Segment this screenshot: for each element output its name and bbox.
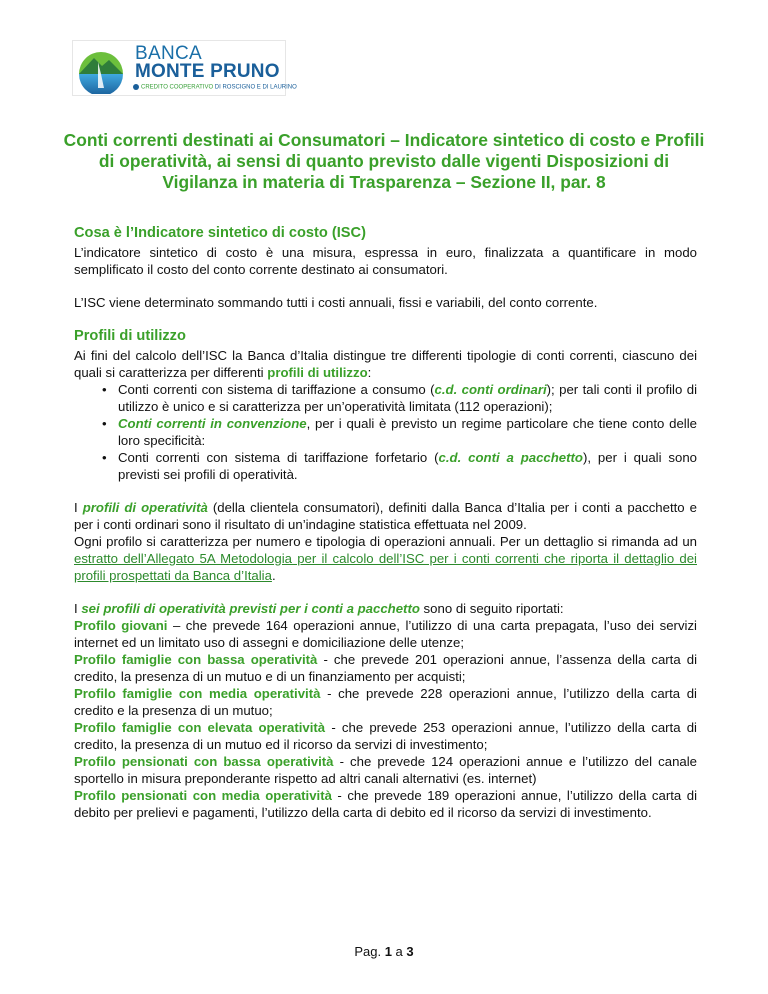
profile-item: Profilo pensionati con media operatività - che prevede 189 operazioni annue, l’utilizzo della carta di debito per prelievi e pagamenti, l’utilizzo della carta di debito ed il ricorso da servizi di investimento. — [74, 788, 697, 820]
logo-subtitle: CREDITO COOPERATIVO DI ROSCIGNO E DI LAURINO — [133, 84, 297, 91]
section-heading-profili: Profili di utilizzo — [74, 328, 186, 344]
account-types-list — [74, 381, 697, 483]
isc-definition: L’indicatore sintetico di costo è una misura, espressa in euro, finalizzata a quantificare in modo semplificato il costo del conto corrente destinato ai consumatori. — [74, 245, 697, 277]
profili-operativita-paragraph: I profili di operatività (della clientela consumatori), definiti dalla Banca d’Italia per i conti a pacchetto e per i conti ordinari sono il risultato di un’indagine statistica effettuata nel 2009. — [74, 500, 697, 532]
section-heading-isc: Cosa è l’Indicatore sintetico di costo (ISC) — [74, 225, 366, 241]
sei-profili-intro: I sei profili di operatività previsti per i conti a pacchetto sono di seguito riportati: — [74, 601, 564, 616]
bank-logo — [72, 40, 297, 96]
dettaglio-paragraph: Ogni profilo si caratterizza per numero e tipologia di operazioni annuali. Per un dettaglio si rimanda ad un estratto dell’Allegato 5A Metodologia per il calcolo dell’ISC per i conti correnti che riporta il dettaglio dei profili prospettati da Banca d’Italia. — [74, 534, 697, 583]
list-item: • Conti correnti con sistema di tariffazione a consumo (c.d. conti ordinari); per tali conti il profilo di utilizzo è unico e si caratterizza per un’operatività limitata (112 operazioni); — [102, 382, 697, 414]
allegato-5a-link[interactable]: estratto dell’Allegato 5A Metodologia per il calcolo dell’ISC per i conti correnti che riporta il dettaglio dei profili prospettati da Banca d’Italia — [74, 551, 697, 583]
profiles-list — [74, 617, 697, 821]
bullet-icon: • — [102, 416, 107, 431]
document-body — [74, 224, 697, 821]
document-title: Conti correnti destinati ai Consumatori – Indicatore sintetico di costo e Profili di operatività, ai sensi di quanto previsto dalle vigenti Disposizioni di Vigilanza in materia di Trasparenza – Sezione II, par. 8 — [63, 130, 705, 192]
bullet-icon: • — [102, 382, 107, 397]
isc-calculation: L’ISC viene determinato sommando tutti i costi annuali, fissi e variabili, del conto corrente. — [74, 295, 598, 310]
page-number: Pag. 1 a 3 — [354, 944, 414, 959]
logo-dot-icon — [133, 84, 139, 90]
profile-item: Profilo pensionati con bassa operatività - che prevede 124 operazioni annue e l’utilizzo del canale sportello in misura preponderante rispetto ad altri canali alternativi (es. internet) — [74, 754, 698, 786]
list-item: • Conti correnti in convenzione, per i quali è previsto un regime particolare che tiene conto delle loro specificità: — [102, 416, 697, 448]
profili-intro: Ai fini del calcolo dell’ISC la Banca d’Italia distingue tre differenti tipologie di conti correnti, ciascuno dei quali si caratterizza per differenti profili di utilizzo: — [74, 348, 697, 380]
list-item: • Conti correnti con sistema di tariffazione forfetario (c.d. conti a pacchetto), per i quali sono previsti sei profili di operatività. — [102, 450, 697, 482]
logo-line1: BANCA — [135, 43, 202, 64]
bullet-icon: • — [102, 450, 107, 465]
profile-item: Profilo famiglie con bassa operatività - che prevede 201 operazioni annue, l’assenza della carta di credito, la presenza di un mutuo e di un finanziamento per acquisti; — [74, 652, 698, 684]
profile-item: Profilo famiglie con media operatività - che prevede 228 operazioni annue, l’utilizzo della carta di credito e la presenza di un mutuo; — [74, 686, 697, 718]
logo-line2: MONTE PRUNO — [135, 61, 280, 82]
mountain-logo-icon — [76, 44, 126, 94]
profile-item: Profilo giovani – che prevede 164 operazioni annue, l’utilizzo di una carta prepagata, l’uso dei servizi internet ed un limitato uso di assegni e domiciliazione delle utenze; — [74, 618, 697, 650]
profile-item: Profilo famiglie con elevata operatività - che prevede 253 operazioni annue, l’utilizzo della carta di credito, la presenza di un mutuo ed il ricorso da servizi di investimento; — [74, 720, 697, 752]
